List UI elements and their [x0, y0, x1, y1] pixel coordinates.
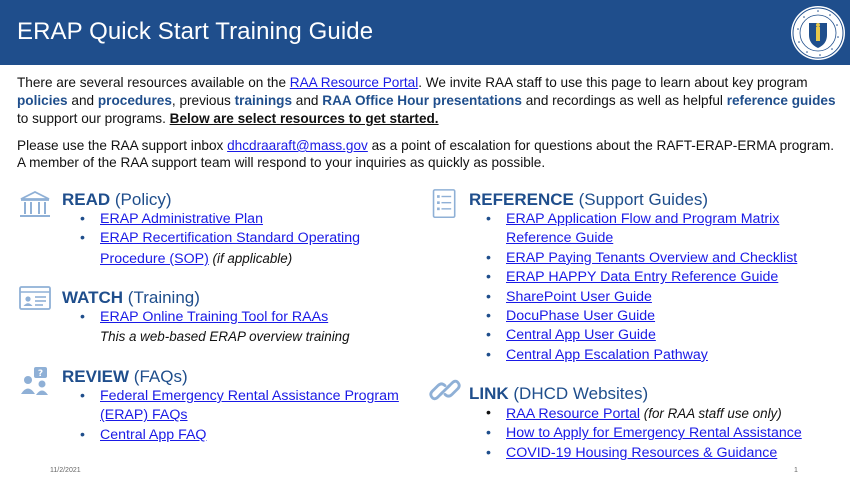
- faq-people-icon: [18, 366, 52, 396]
- intro-text: There are several resources available on the: [17, 75, 290, 90]
- covid-housing-resources-link[interactable]: COVID-19 Housing Resources & Guidance: [506, 444, 778, 461]
- review-subtitle: (FAQs): [129, 367, 188, 386]
- link-title: LINK: [469, 384, 509, 403]
- keyword-policies: policies: [17, 93, 68, 108]
- link-list: [484, 404, 844, 463]
- erap-application-flow-link[interactable]: ERAP Application Flow and Program Matrix Reference Guide: [506, 211, 780, 247]
- central-app-escalation-link[interactable]: Central App Escalation Pathway: [506, 346, 708, 363]
- erap-administrative-plan-link[interactable]: ERAP Administrative Plan: [100, 211, 263, 227]
- review-list: [78, 387, 408, 445]
- monitor-icon: [18, 284, 52, 314]
- intro-text: and: [292, 93, 323, 108]
- link-heading: [469, 384, 648, 404]
- reference-heading: [469, 190, 708, 210]
- massachusetts-seal: [790, 5, 846, 61]
- docuphase-user-guide-link[interactable]: DocuPhase User Guide: [506, 308, 656, 325]
- list-item: [484, 288, 814, 307]
- list-item: [484, 249, 814, 268]
- central-app-user-guide-link[interactable]: Central App User Guide: [506, 327, 656, 344]
- erap-recertification-sop-link[interactable]: ERAP Recertification Standard Operating Procedure (SOP): [100, 230, 360, 267]
- link-subtitle: (DHCD Websites): [508, 384, 649, 403]
- list-item: [484, 268, 814, 287]
- keyword-reference-guides: reference guides: [726, 93, 836, 108]
- review-title: REVIEW: [62, 367, 130, 386]
- intro-text: and recordings as well as helpful: [521, 93, 727, 108]
- checklist-icon: [428, 189, 462, 219]
- list-item: [484, 307, 814, 326]
- raa-resource-portal-list-link[interactable]: RAA Resource Portal: [506, 406, 641, 422]
- watch-list: [78, 308, 398, 327]
- if-applicable-note: (if applicable): [208, 250, 293, 266]
- list-item: [78, 308, 398, 327]
- review-heading: [62, 367, 188, 387]
- erap-happy-data-entry-link[interactable]: ERAP HAPPY Data Entry Reference Guide: [506, 269, 779, 286]
- list-item: [484, 404, 844, 424]
- support-text: Please use the RAA support inbox: [17, 138, 228, 153]
- list-item: [78, 229, 398, 269]
- sharepoint-user-guide-link[interactable]: SharePoint User Guide: [506, 288, 652, 305]
- staff-use-note: (for RAA staff use only): [640, 406, 782, 421]
- read-subtitle: (Policy): [110, 190, 172, 209]
- erap-paying-tenants-link[interactable]: ERAP Paying Tenants Overview and Checklist: [506, 249, 798, 266]
- how-to-apply-link[interactable]: How to Apply for Emergency Rental Assistance: [506, 425, 802, 442]
- watch-heading: [62, 288, 200, 308]
- read-heading: [62, 190, 172, 210]
- watch-note: This a web-based ERAP overview training: [100, 329, 350, 344]
- reference-list: [484, 210, 814, 365]
- list-item: [484, 210, 814, 249]
- keyword-office-hour-presentations: RAA Office Hour presentations: [322, 93, 522, 108]
- watch-title: WATCH: [62, 288, 124, 307]
- raa-resource-portal-link[interactable]: RAA Resource Portal: [289, 75, 419, 90]
- read-title: READ: [62, 190, 111, 209]
- erap-online-training-tool-link[interactable]: ERAP Online Training Tool for RAAs: [100, 309, 329, 325]
- page-number: 1: [794, 467, 798, 474]
- read-list: [78, 210, 398, 269]
- reference-subtitle: (Support Guides): [573, 190, 709, 209]
- watch-subtitle: (Training): [123, 288, 200, 307]
- get-started-callout: Below are select resources to get started.: [169, 111, 439, 126]
- list-item: [78, 426, 408, 445]
- list-item: [484, 346, 814, 365]
- reference-title: REFERENCE: [469, 190, 574, 209]
- support-paragraph: [17, 137, 837, 171]
- intro-text: and: [67, 93, 98, 108]
- list-item: [484, 326, 814, 345]
- list-item: [78, 210, 398, 229]
- chain-link-icon: [428, 375, 462, 405]
- keyword-procedures: procedures: [97, 93, 172, 108]
- list-item: [78, 387, 408, 426]
- support-text: as a point of escalation for questions about the RAFT-ERAP-ERMA program. A member of the RAA support team will respond to your inquiries as quickly as possible.: [17, 138, 835, 170]
- keyword-trainings: trainings: [234, 93, 293, 108]
- page-title: ERAP Quick Start Training Guide: [17, 18, 374, 45]
- building-icon: [18, 190, 52, 220]
- intro-text: to support our programs.: [17, 111, 170, 126]
- intro-text: , previous: [171, 93, 235, 108]
- svg-text:?: ?: [37, 369, 44, 379]
- list-item: [484, 444, 844, 463]
- intro-text: . We invite RAA staff to use this page to learn about key program: [418, 75, 808, 90]
- header-bar: [0, 0, 850, 65]
- federal-erap-faqs-link[interactable]: Federal Emergency Rental Assistance Program (ERAP) FAQs: [100, 388, 399, 424]
- list-item: [484, 424, 844, 443]
- central-app-faq-link[interactable]: Central App FAQ: [100, 426, 207, 443]
- intro-paragraph: [17, 74, 837, 128]
- support-email-link[interactable]: dhcdraaraft@mass.gov: [227, 138, 368, 153]
- footer-date: 11/2/2021: [50, 467, 81, 474]
